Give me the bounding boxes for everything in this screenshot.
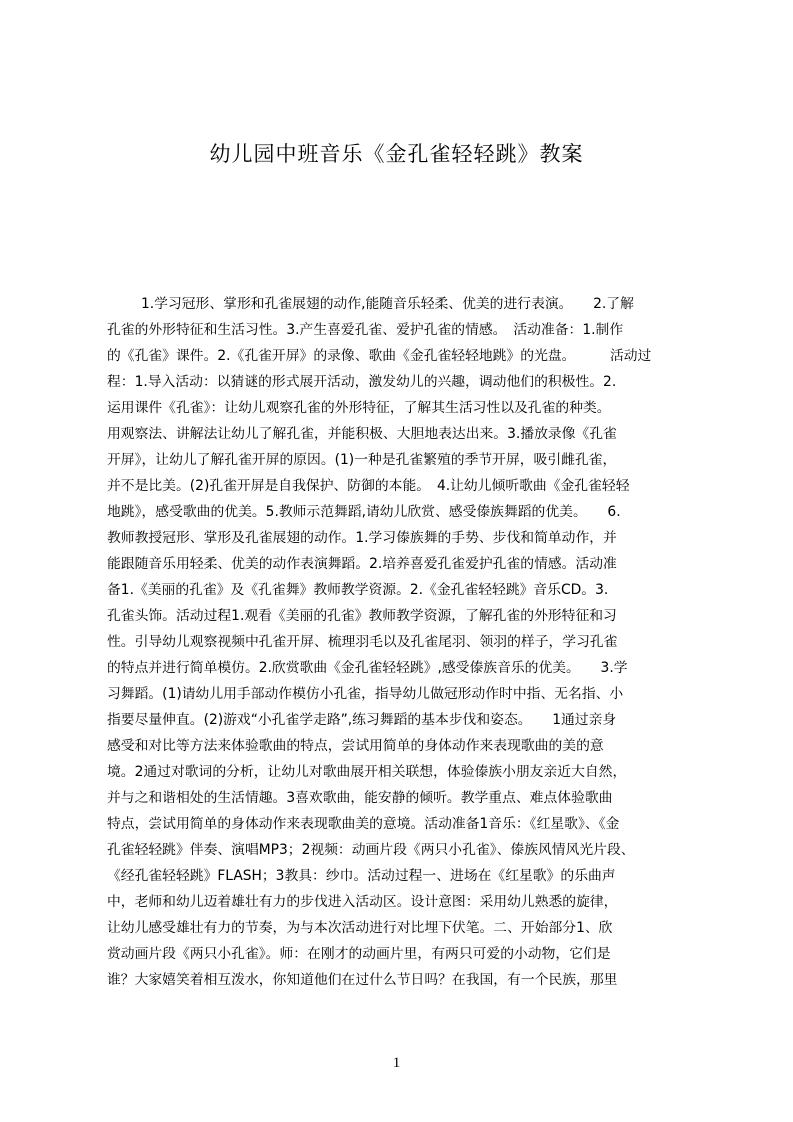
- text-line: 中，老师和幼儿迈着雄壮有力的步伐进入活动区。设计意图：采用幼儿熟悉的旋律，: [107, 894, 618, 910]
- text-line: 地跳》，感受歌曲的优美。5.教师示范舞蹈,请幼儿欣赏、感受傣族舞蹈的优美。 6.: [107, 504, 621, 520]
- text-line: 特点，尝试用简单的身体动作来表现歌曲美的意境。活动准备1音乐：《红星歌》、《金: [107, 816, 620, 832]
- text-line: 谁？大家嬉笑着相互泼水，你知道他们在过什么节日吗？在我国，有一个民族，那里: [107, 972, 618, 988]
- text-line: 并不是比美。(2)孔雀开屏是自我保护、防御的本能。 4.让幼儿倾听歌曲《金孔雀轻轻: [107, 478, 630, 494]
- text-line: 的特点并进行简单模仿。2.欣赏歌曲《金孔雀轻轻跳》,感受傣族音乐的优美。 3.学: [107, 660, 628, 676]
- text-line: 孔雀轻轻跳》伴奏、演唱MP3；2视频：动画片段《两只小孔雀》、傣族风情风光片段、: [107, 842, 635, 858]
- text-line: 并与之和谐相处的生活情趣。3喜欢歌曲，能安静的倾听。教学重点、难点体验歌曲: [107, 790, 613, 806]
- document-title: 幼儿园中班音乐《金孔雀轻轻跳》教案: [209, 142, 584, 166]
- text-line: 用观察法、讲解法让幼儿了解孔雀，并能积极、大胆地表达出来。3.播放录像《孔雀: [107, 426, 617, 442]
- text-line: 1.学习冠形、掌形和孔雀展翅的动作,能随音乐轻柔、优美的进行表演。 2.了解: [141, 296, 634, 312]
- document-body: [107, 291, 699, 993]
- text-line: 备1.《美丽的孔雀》及《孔雀舞》教师教学资源。2.《金孔雀轻轻跳》音乐CD。3.: [107, 582, 609, 598]
- text-line: 开屏》，让幼儿了解孔雀开屏的原因。(1)一种是孔雀繁殖的季节开屏，吸引雌孔雀，: [107, 452, 617, 468]
- text-line: 境。2通过对歌词的分析，让幼儿对歌曲展开相关联想，体验傣族小朋友亲近大自然，: [107, 764, 627, 780]
- text-line: 《经孔雀轻轻跳》FLASH；3教具：纱巾。活动过程一、进场在《红星歌》的乐曲声: [107, 868, 616, 884]
- text-line: 性。引导幼儿观察视频中孔雀开屏、梳理羽毛以及孔雀尾羽、领羽的样子，学习孔雀: [107, 634, 618, 650]
- text-line: 能跟随音乐用轻柔、优美的动作表演舞蹈。2.培养喜爱孔雀爱护孔雀的情感。活动准: [107, 556, 617, 572]
- text-line: 感受和对比等方法来体验歌曲的特点，尝试用简单的身体动作来表现歌曲的美的意: [107, 738, 604, 754]
- text-line: 赏动画片段《两只小孔雀》。师：在刚才的动画片里，有两只可爱的小动物，它们是: [107, 946, 611, 962]
- page-number: 1: [392, 1055, 401, 1071]
- text-line: 习舞蹈。(1)请幼儿用手部动作模仿小孔雀，指导幼儿做冠形动作时中指、无名指、小: [107, 686, 624, 702]
- text-line: 指要尽量伸直。(2)游戏“小孔雀学走路”,练习舞蹈的基本步伐和姿态。 1通过亲身: [107, 712, 617, 728]
- text-line: 程：1.导入活动：以猜谜的形式展开活动，激发幼儿的兴趣，调动他们的积极性。2.: [107, 374, 617, 390]
- text-line: 让幼儿感受雄壮有力的节奏，为与本次活动进行对比埋下伏笔。二、开始部分1、欣: [107, 920, 613, 936]
- text-line: 孔雀的外形特征和生活习性。3.产生喜爱孔雀、爱护孔雀的情感。 活动准备：1.制作: [107, 322, 624, 338]
- text-line: 孔雀头饰。活动过程1.观看《美丽的孔雀》教师教学资源，了解孔雀的外形特征和习: [107, 608, 617, 624]
- text-line: 的《孔雀》课件。2.《孔雀开屏》的录像、歌曲《金孔雀轻轻地跳》的光盘。 活动过: [107, 348, 652, 364]
- text-line: 教师教授冠形、掌形及孔雀展翅的动作。1.学习傣族舞的手势、步伐和简单动作，并: [107, 530, 617, 546]
- text-line: 运用课件《孔雀》：让幼儿观察孔雀的外形特征，了解其生活习性以及孔雀的种类。: [107, 400, 611, 416]
